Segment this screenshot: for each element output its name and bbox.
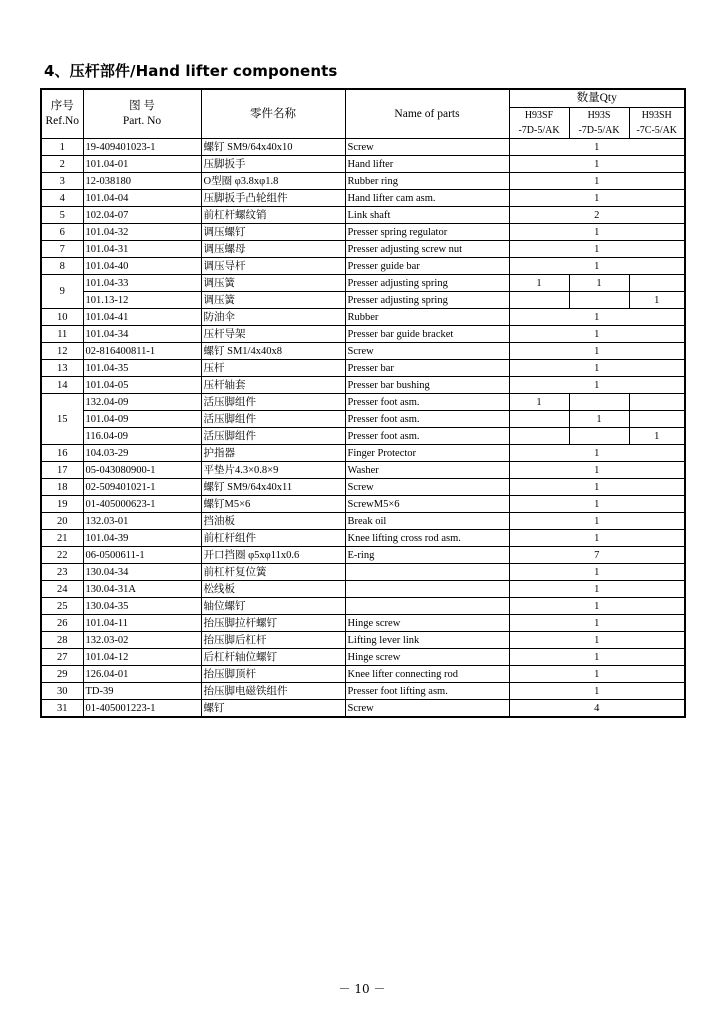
part-name-cn-cell: 螺钉 [201, 700, 345, 718]
part-name-en-cell: Knee lifter connecting rod [345, 666, 509, 683]
part-no-cell: 116.04-09 [83, 428, 201, 445]
part-no-header [83, 89, 201, 139]
part-name-cn-cell: 压杆导架 [201, 326, 345, 343]
ref-no-cell: 2 [41, 156, 83, 173]
qty-cell: 1 [509, 598, 685, 615]
part-no-cell: 101.04-39 [83, 530, 201, 547]
qty-cell: 1 [509, 649, 685, 666]
model-h93sh-line1: H93SH [641, 110, 672, 121]
qty-cell: 1 [509, 326, 685, 343]
table-row [41, 411, 685, 428]
model-header-h93sh [629, 108, 685, 139]
part-name-en-cell: Link shaft [345, 207, 509, 224]
part-no-cell: TD-39 [83, 683, 201, 700]
qty-cell [629, 411, 685, 428]
qty-cell: 1 [509, 377, 685, 394]
page-number: － 10 － [338, 982, 386, 996]
ref-no-cell: 27 [41, 649, 83, 666]
ref-no-cell: 3 [41, 173, 83, 190]
part-name-cn-cell: 防油伞 [201, 309, 345, 326]
qty-cell: 1 [509, 139, 685, 156]
part-name-cn-cell: 活压脚组件 [201, 411, 345, 428]
table-row [41, 666, 685, 683]
part-name-cn-cell: 调压导杆 [201, 258, 345, 275]
ref-no-cell: 23 [41, 564, 83, 581]
part-name-cn-cell: 后杠杆轴位螺钉 [201, 649, 345, 666]
qty-cell: 1 [509, 275, 569, 292]
ref-no-cell: 6 [41, 224, 83, 241]
part-name-cn-cell: 前杠杆组件 [201, 530, 345, 547]
ref-no-cell: 7 [41, 241, 83, 258]
ref-no-cell: 28 [41, 632, 83, 649]
qty-cell: 1 [509, 462, 685, 479]
name-en-header: Name of parts [345, 89, 509, 139]
part-no-cell: 19-409401023-1 [83, 139, 201, 156]
part-name-en-cell: Presser adjusting screw nut [345, 241, 509, 258]
table-row [41, 326, 685, 343]
part-name-cn-cell: 活压脚组件 [201, 428, 345, 445]
ref-no-cell: 31 [41, 700, 83, 718]
part-name-cn-cell: 开口挡圈 φ5xφ11x0.6 [201, 547, 345, 564]
table-body [41, 139, 685, 718]
part-no-cell: 101.13-12 [83, 292, 201, 309]
part-name-en-cell: Presser foot asm. [345, 394, 509, 411]
part-no-cell: 104.03-29 [83, 445, 201, 462]
part-name-en-cell: Rubber [345, 309, 509, 326]
ref-no-header-en: Ref.No [45, 115, 80, 127]
qty-cell: 1 [629, 292, 685, 309]
ref-no-cell: 1 [41, 139, 83, 156]
table-row [41, 258, 685, 275]
qty-cell: 4 [509, 700, 685, 718]
model-header-h93s [569, 108, 629, 139]
part-name-en-cell: Washer [345, 462, 509, 479]
qty-cell: 1 [509, 394, 569, 411]
table-row [41, 615, 685, 632]
part-name-cn-cell: 抬压脚后杠杆 [201, 632, 345, 649]
qty-cell: 1 [509, 666, 685, 683]
table-row [41, 530, 685, 547]
table-row [41, 428, 685, 445]
ref-no-cell: 30 [41, 683, 83, 700]
table-row [41, 190, 685, 207]
ref-no-cell: 8 [41, 258, 83, 275]
part-name-en-cell: Break oil [345, 513, 509, 530]
table-row [41, 649, 685, 666]
part-no-cell: 101.04-04 [83, 190, 201, 207]
part-no-cell: 06-0500611-1 [83, 547, 201, 564]
part-name-cn-cell: 螺钉M5×6 [201, 496, 345, 513]
table-row [41, 377, 685, 394]
qty-cell: 1 [509, 258, 685, 275]
qty-cell: 1 [509, 309, 685, 326]
part-name-cn-cell: 调压簧 [201, 292, 345, 309]
qty-cell: 1 [569, 411, 629, 428]
table-row [41, 173, 685, 190]
part-name-cn-cell: 压杆 [201, 360, 345, 377]
table-row [41, 683, 685, 700]
part-name-en-cell: Knee lifting cross rod asm. [345, 530, 509, 547]
part-name-en-cell: Screw [345, 343, 509, 360]
part-name-cn-cell: 螺钉 SM9/64x40x10 [201, 139, 345, 156]
qty-cell [509, 292, 569, 309]
parts-table [40, 88, 686, 718]
part-name-en-cell: Presser bar bushing [345, 377, 509, 394]
qty-cell: 1 [509, 445, 685, 462]
part-no-header-en: Part. No [122, 115, 162, 127]
qty-cell: 1 [509, 224, 685, 241]
part-no-cell: 101.04-31 [83, 241, 201, 258]
part-name-cn-cell: 压脚扳手凸轮组件 [201, 190, 345, 207]
table-row [41, 700, 685, 718]
part-name-en-cell: Screw [345, 479, 509, 496]
qty-cell: 1 [509, 496, 685, 513]
part-name-cn-cell: 轴位螺钉 [201, 598, 345, 615]
section-title: 4、压杆部件/Hand lifter components [44, 62, 338, 80]
ref-no-cell: 4 [41, 190, 83, 207]
ref-no-cell: 21 [41, 530, 83, 547]
part-no-cell: 101.04-01 [83, 156, 201, 173]
part-no-cell: 101.04-32 [83, 224, 201, 241]
part-no-cell: 02-509401021-1 [83, 479, 201, 496]
part-no-cell: 101.04-34 [83, 326, 201, 343]
qty-cell: 1 [509, 581, 685, 598]
part-no-cell: 05-043080900-1 [83, 462, 201, 479]
part-no-cell: 12-038180 [83, 173, 201, 190]
qty-cell: 1 [509, 513, 685, 530]
qty-cell [569, 292, 629, 309]
part-name-cn-cell: 平垫片4.3×0.8×9 [201, 462, 345, 479]
part-name-cn-cell: 抬压脚顶杆 [201, 666, 345, 683]
table-row [41, 479, 685, 496]
part-name-cn-cell: 调压簧 [201, 275, 345, 292]
part-name-cn-cell: 前杠杆螺纹销 [201, 207, 345, 224]
part-name-cn-cell: 前杠杆复位簧 [201, 564, 345, 581]
part-name-en-cell: Presser foot asm. [345, 411, 509, 428]
model-h93sh-line2: -7C-5/AK [636, 125, 678, 136]
ref-no-cell: 24 [41, 581, 83, 598]
qty-cell: 1 [509, 343, 685, 360]
part-name-en-cell: Hand lifter cam asm. [345, 190, 509, 207]
table-row [41, 581, 685, 598]
part-no-cell: 02-816400811-1 [83, 343, 201, 360]
part-name-cn-cell: 压脚扳手 [201, 156, 345, 173]
part-no-cell: 130.04-35 [83, 598, 201, 615]
part-name-en-cell: ScrewM5×6 [345, 496, 509, 513]
qty-cell: 1 [509, 173, 685, 190]
part-name-en-cell: Presser adjusting spring [345, 292, 509, 309]
table-row [41, 513, 685, 530]
part-name-en-cell: Finger Protector [345, 445, 509, 462]
table-row [41, 360, 685, 377]
ref-no-cell: 9 [41, 275, 83, 309]
model-h93s-line2: -7D-5/AK [578, 125, 620, 136]
ref-no-cell: 29 [41, 666, 83, 683]
qty-cell: 1 [509, 479, 685, 496]
model-h93sf-line2: -7D-5/AK [518, 125, 560, 136]
qty-cell: 1 [509, 683, 685, 700]
qty-cell: 1 [509, 190, 685, 207]
part-name-cn-cell: 挡油板 [201, 513, 345, 530]
ref-no-cell: 15 [41, 394, 83, 445]
part-name-cn-cell: 压杆轴套 [201, 377, 345, 394]
part-name-en-cell: Lifting lever link [345, 632, 509, 649]
part-name-en-cell: Rubber ring [345, 173, 509, 190]
part-no-cell: 01-405001223-1 [83, 700, 201, 718]
qty-cell: 1 [509, 632, 685, 649]
model-h93s-line1: H93S [587, 110, 611, 121]
ref-no-cell: 17 [41, 462, 83, 479]
part-name-cn-cell: 抬压脚电磁铁组件 [201, 683, 345, 700]
qty-cell: 1 [509, 241, 685, 258]
part-name-en-cell [345, 598, 509, 615]
table-row [41, 394, 685, 411]
qty-cell: 1 [629, 428, 685, 445]
ref-no-cell: 11 [41, 326, 83, 343]
qty-header: 数量Qty [509, 89, 685, 108]
ref-no-cell: 5 [41, 207, 83, 224]
table-row [41, 598, 685, 615]
part-name-en-cell: Presser foot asm. [345, 428, 509, 445]
name-cn-header: 零件名称 [201, 89, 345, 139]
part-no-cell: 101.04-05 [83, 377, 201, 394]
table-row [41, 156, 685, 173]
ref-no-cell: 26 [41, 615, 83, 632]
table-header [41, 89, 685, 139]
qty-cell [629, 394, 685, 411]
part-name-en-cell: Hinge screw [345, 649, 509, 666]
table-row [41, 445, 685, 462]
ref-no-header-cn: 序号 [50, 100, 74, 112]
ref-no-cell: 13 [41, 360, 83, 377]
table-row [41, 547, 685, 564]
table-row [41, 224, 685, 241]
qty-cell: 7 [509, 547, 685, 564]
part-name-cn-cell: 调压螺钉 [201, 224, 345, 241]
qty-cell: 1 [509, 564, 685, 581]
table-row [41, 632, 685, 649]
qty-cell [629, 275, 685, 292]
part-no-cell: 101.04-09 [83, 411, 201, 428]
qty-cell: 1 [509, 530, 685, 547]
qty-cell: 1 [569, 275, 629, 292]
part-name-en-cell: Presser spring regulator [345, 224, 509, 241]
part-name-cn-cell: 抬压脚拉杆螺钉 [201, 615, 345, 632]
table-row [41, 564, 685, 581]
qty-cell [569, 394, 629, 411]
part-no-cell: 132.03-01 [83, 513, 201, 530]
part-name-cn-cell: 松线板 [201, 581, 345, 598]
part-name-cn-cell: 活压脚组件 [201, 394, 345, 411]
part-no-cell: 130.04-31A [83, 581, 201, 598]
part-name-en-cell: Screw [345, 139, 509, 156]
part-no-header-cn: 图 号 [129, 100, 155, 112]
part-name-en-cell: Presser foot lifting asm. [345, 683, 509, 700]
part-no-cell: 101.04-11 [83, 615, 201, 632]
part-no-cell: 101.04-41 [83, 309, 201, 326]
ref-no-cell: 25 [41, 598, 83, 615]
part-no-cell: 132.03-02 [83, 632, 201, 649]
table-row [41, 462, 685, 479]
ref-no-cell: 19 [41, 496, 83, 513]
ref-no-header [41, 89, 83, 139]
part-name-cn-cell: 螺钉 SM9/64x40x11 [201, 479, 345, 496]
part-no-cell: 101.04-33 [83, 275, 201, 292]
part-name-en-cell: Hinge screw [345, 615, 509, 632]
table-row [41, 343, 685, 360]
ref-no-cell: 20 [41, 513, 83, 530]
qty-cell [569, 428, 629, 445]
table-row [41, 309, 685, 326]
qty-cell: 1 [509, 615, 685, 632]
part-name-cn-cell: 调压螺母 [201, 241, 345, 258]
model-header-h93sf [509, 108, 569, 139]
qty-cell [509, 428, 569, 445]
part-no-cell: 01-405000623-1 [83, 496, 201, 513]
part-no-cell: 102.04-07 [83, 207, 201, 224]
qty-cell: 1 [509, 360, 685, 377]
part-no-cell: 101.04-12 [83, 649, 201, 666]
table-row [41, 275, 685, 292]
part-name-cn-cell: 护指器 [201, 445, 345, 462]
ref-no-cell: 16 [41, 445, 83, 462]
part-name-en-cell: Presser guide bar [345, 258, 509, 275]
ref-no-cell: 14 [41, 377, 83, 394]
table-row [41, 207, 685, 224]
part-name-cn-cell: O型圈 φ3.8xφ1.8 [201, 173, 345, 190]
part-name-en-cell [345, 564, 509, 581]
qty-cell: 1 [509, 156, 685, 173]
part-name-en-cell [345, 581, 509, 598]
ref-no-cell: 12 [41, 343, 83, 360]
ref-no-cell: 18 [41, 479, 83, 496]
table-row [41, 496, 685, 513]
qty-cell: 2 [509, 207, 685, 224]
part-no-cell: 126.04-01 [83, 666, 201, 683]
ref-no-cell: 22 [41, 547, 83, 564]
model-h93sf-line1: H93SF [524, 110, 554, 121]
part-name-en-cell: Presser adjusting spring [345, 275, 509, 292]
table-row [41, 241, 685, 258]
part-name-cn-cell: 螺钉 SM1/4x40x8 [201, 343, 345, 360]
part-name-en-cell: Presser bar [345, 360, 509, 377]
part-name-en-cell: Presser bar guide bracket [345, 326, 509, 343]
part-no-cell: 101.04-35 [83, 360, 201, 377]
table-row [41, 139, 685, 156]
table-row [41, 292, 685, 309]
part-no-cell: 132.04-09 [83, 394, 201, 411]
part-name-en-cell: Hand lifter [345, 156, 509, 173]
part-no-cell: 130.04-34 [83, 564, 201, 581]
part-name-en-cell: Screw [345, 700, 509, 718]
part-name-en-cell: E-ring [345, 547, 509, 564]
part-no-cell: 101.04-40 [83, 258, 201, 275]
ref-no-cell: 10 [41, 309, 83, 326]
qty-cell [509, 411, 569, 428]
